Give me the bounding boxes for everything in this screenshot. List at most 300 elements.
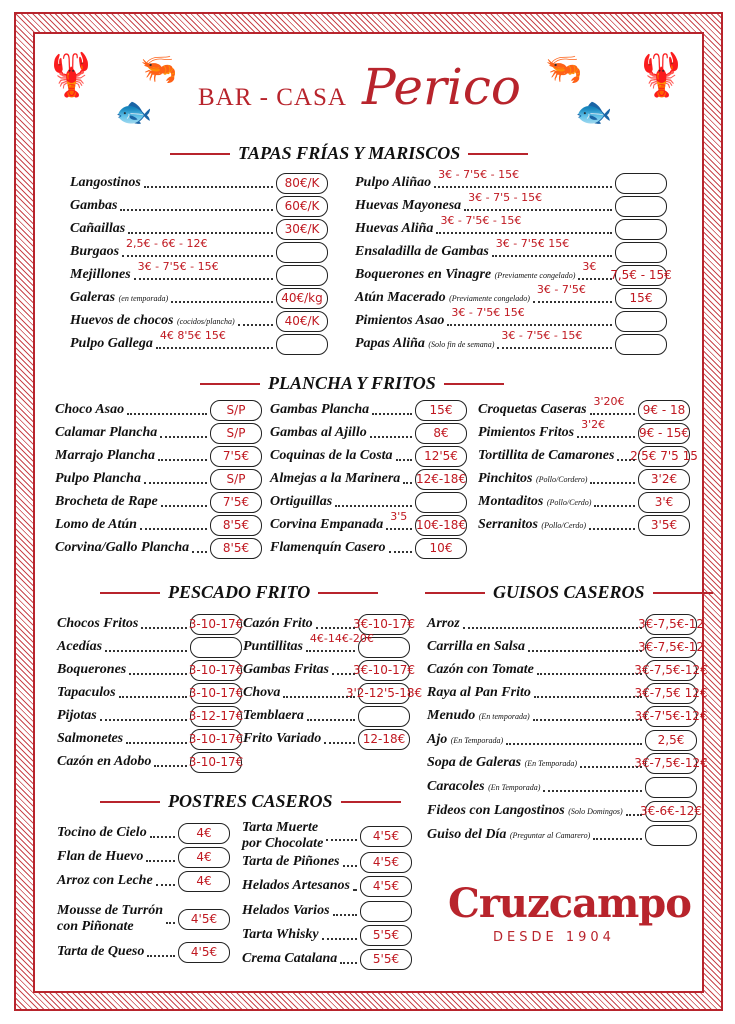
item-name-text: Boquerones en Vinagre	[355, 267, 492, 282]
item-name	[427, 639, 525, 655]
price-oval: 8'5€	[210, 515, 262, 536]
handwritten-price: 3€ - 7'5€ - 15€	[137, 260, 219, 273]
item-name-text: Arroz	[427, 616, 460, 631]
price-oval: 40€/kg	[276, 288, 328, 309]
dot-leader	[434, 168, 612, 188]
menu-item	[242, 925, 412, 945]
item-name	[57, 754, 151, 770]
item-note: (Pollo/Cordero)	[535, 475, 588, 484]
item-name	[70, 336, 153, 352]
menu-item	[70, 196, 328, 216]
item-name-text: Pimientos Fritos	[478, 425, 575, 440]
item-name-text: Mejillones	[70, 267, 131, 282]
item-name-text: Cazón con Tomate	[427, 662, 534, 677]
price-oval: 2,5€	[645, 730, 697, 751]
bar-casa-label: BAR - CASA	[198, 84, 347, 111]
price-oval	[645, 777, 697, 798]
menu-item	[57, 729, 242, 749]
item-name-text: Guiso del Día	[427, 827, 507, 842]
price-oval: 3'2€	[638, 469, 690, 490]
menu-item	[427, 683, 708, 703]
menu-item	[355, 329, 667, 354]
dot-leader	[316, 619, 355, 629]
section-title-text: PESCADO FRITO	[168, 582, 311, 602]
item-name-text: Acedías	[57, 639, 103, 654]
menu-item	[478, 418, 690, 443]
menu-item	[270, 400, 467, 420]
menu-item	[57, 660, 242, 680]
menu-item	[427, 637, 704, 657]
price-oval: 5'5€	[360, 949, 412, 970]
lobster-illustration-left: 🦞	[45, 50, 98, 99]
menu-item	[243, 614, 416, 634]
item-name	[57, 903, 163, 935]
handwritten-price: 4€ 8'5€ 15€	[159, 329, 226, 342]
dot-leader	[100, 711, 187, 721]
item-name-text: Tapaculos	[57, 685, 116, 700]
dot-leader	[617, 451, 635, 461]
dot-leader	[580, 758, 642, 768]
menu-item	[70, 260, 328, 285]
item-name	[70, 198, 117, 214]
item-name	[55, 425, 157, 441]
item-name-text: Fideos con Langostinos	[427, 803, 565, 818]
price-oval	[645, 825, 697, 846]
menu-item	[478, 395, 690, 420]
item-name-text: Tortillita de Camarones	[478, 448, 615, 463]
price-oval: 8'5€	[210, 538, 262, 559]
item-name-text: Langostinos	[70, 175, 141, 190]
menu-item	[55, 446, 262, 466]
handwritten-price: 3€ - 7'5€ - 15€	[438, 168, 520, 181]
price-oval	[190, 637, 242, 658]
menu-item	[478, 446, 698, 466]
price-oval: 4€	[178, 823, 230, 844]
item-name	[427, 708, 530, 724]
price-oval: 4'5€	[360, 876, 412, 897]
section-title-text: PLANCHA Y FRITOS	[268, 373, 436, 393]
dot-leader	[324, 734, 355, 744]
item-name	[57, 616, 138, 632]
dot-leader	[372, 405, 412, 415]
menu-item	[243, 706, 410, 726]
item-name	[270, 494, 332, 510]
item-name-text: Tarta Muerte	[242, 820, 319, 835]
item-name	[270, 425, 367, 441]
item-name-text: Serranitos	[478, 517, 538, 532]
item-name-text: Atún Macerado	[355, 290, 446, 305]
item-name	[355, 244, 489, 260]
handwritten-price: 3'20€	[593, 395, 625, 408]
fish-illustration-left: 🐟	[115, 95, 153, 130]
dot-leader	[543, 782, 642, 792]
item-name	[427, 803, 623, 819]
item-name	[57, 685, 116, 701]
price-oval: 3€-7,5€ 12€	[645, 683, 697, 704]
dot-leader	[533, 283, 612, 303]
menu-item	[270, 492, 467, 512]
dot-leader	[307, 711, 355, 721]
title-rule	[444, 383, 504, 385]
price-oval: 3€-7,5€-12€	[645, 660, 697, 681]
dot-leader	[593, 830, 642, 840]
item-name-text: Temblaera	[243, 708, 304, 723]
menu-item	[478, 515, 690, 535]
menu-item	[242, 949, 412, 969]
price-oval	[276, 334, 328, 355]
price-oval: 5'5€	[360, 925, 412, 946]
dot-leader	[589, 520, 635, 530]
item-name-text: Helados Varios	[242, 903, 330, 918]
menu-item	[70, 237, 328, 262]
dot-leader	[119, 688, 187, 698]
menu-item	[70, 329, 328, 354]
menu-item	[57, 706, 242, 726]
item-name	[478, 425, 574, 441]
dot-leader	[463, 619, 642, 629]
item-name-text: Carrilla en Salsa	[427, 639, 526, 654]
item-name	[355, 267, 575, 283]
item-name	[57, 708, 97, 724]
item-name-text: Puntillitas	[243, 639, 303, 654]
item-name	[70, 313, 235, 329]
item-name-text: Huevas Mayonesa	[355, 198, 462, 213]
menu-item	[427, 660, 708, 680]
item-name-text: Frito Variado	[243, 731, 322, 746]
item-name-text: Pimientos Asao	[355, 313, 445, 328]
item-name-text: Chova	[243, 685, 281, 700]
item-name-text: Galeras	[70, 290, 116, 305]
item-name-text: Mousse de Turrón	[57, 903, 164, 918]
dot-leader	[166, 914, 175, 924]
item-name	[478, 517, 586, 533]
item-name	[242, 951, 337, 967]
item-name	[242, 878, 350, 894]
menu-item	[355, 306, 667, 331]
item-name	[427, 732, 503, 748]
item-name	[70, 244, 119, 260]
item-name	[478, 402, 587, 418]
item-name	[427, 616, 460, 632]
menu-item	[57, 614, 242, 634]
dot-leader	[578, 260, 612, 280]
item-name	[243, 708, 304, 724]
dot-leader	[156, 876, 175, 886]
item-name	[478, 471, 587, 487]
section-title-guisos	[425, 582, 713, 603]
dot-leader	[396, 451, 412, 461]
price-oval: S/P	[210, 469, 262, 490]
menu-item	[427, 753, 708, 773]
restaurant-name: Perico	[362, 58, 521, 116]
handwritten-price: 4€-14€-20€	[309, 632, 374, 645]
dot-leader	[120, 201, 273, 211]
item-name	[242, 854, 340, 870]
menu-item	[242, 876, 412, 896]
title-rule	[468, 153, 528, 155]
menu-item	[57, 823, 230, 843]
menu-item	[243, 729, 410, 749]
price-oval: 3'5€	[638, 515, 690, 536]
dot-leader	[343, 857, 358, 867]
price-oval: 4€	[178, 871, 230, 892]
item-name	[55, 471, 141, 487]
item-name-text: Tarta Whisky	[242, 927, 319, 942]
dot-leader	[403, 474, 412, 484]
price-oval: 3-12-17€	[190, 706, 242, 727]
menu-item	[270, 446, 467, 466]
handwritten-price: 3€	[582, 260, 597, 273]
dot-leader	[161, 497, 207, 507]
price-oval: 4'5€	[178, 909, 230, 930]
dot-leader	[156, 329, 273, 349]
item-name-text: Cañaillas	[70, 221, 126, 236]
menu-item	[57, 752, 242, 772]
dot-leader	[147, 947, 175, 957]
title-rule	[341, 801, 401, 803]
menu-item	[57, 683, 242, 703]
item-name-text: Crema Catalana	[242, 951, 338, 966]
dot-leader	[577, 418, 635, 438]
title-rule	[100, 592, 160, 594]
menu-item	[427, 706, 708, 726]
lobster-illustration-right: 🦞	[635, 50, 688, 99]
item-name	[270, 471, 400, 487]
item-name	[57, 731, 123, 747]
brand-tagline: DESDE 1904	[493, 930, 615, 945]
price-oval: 3€-6€-12€	[645, 801, 697, 822]
menu-item	[55, 515, 262, 535]
item-name	[355, 336, 494, 352]
item-name	[355, 221, 433, 237]
price-oval: 4'5€	[178, 942, 230, 963]
price-oval	[358, 706, 410, 727]
menu-item	[355, 191, 667, 216]
dot-leader	[497, 329, 612, 349]
section-title-text: GUISOS CASEROS	[493, 582, 645, 602]
price-oval: S/P	[210, 400, 262, 421]
item-name-text: Flan de Huevo	[57, 849, 144, 864]
item-name-text: Gambas	[70, 198, 118, 213]
item-note: (Pollo/Cerdo)	[541, 521, 587, 530]
item-name	[478, 448, 614, 464]
menu-item	[355, 168, 667, 193]
menu-item	[427, 777, 697, 797]
menu-item	[55, 538, 262, 558]
price-oval: 40€/K	[276, 311, 328, 332]
item-name	[70, 290, 168, 306]
price-oval	[360, 901, 412, 922]
price-oval: 4€	[178, 847, 230, 868]
price-oval: 12'5€	[415, 446, 467, 467]
item-name-text: Ortiguillas	[270, 494, 333, 509]
item-note: (cocidos/plancha)	[176, 317, 235, 326]
handwritten-price: 3€ - 7'5€	[536, 283, 586, 296]
price-oval	[615, 219, 667, 240]
item-name-text: Pinchitos	[478, 471, 533, 486]
item-note: (Previamente congelado)	[449, 294, 530, 303]
price-oval: 4'5€	[360, 826, 412, 847]
item-name	[242, 820, 323, 852]
brand-logo: Cruzcampo	[448, 880, 691, 927]
item-name-text: Pulpo Plancha	[55, 471, 141, 486]
item-name	[355, 198, 461, 214]
price-oval: 15€	[615, 288, 667, 309]
item-name-text: Choco Asao	[55, 402, 125, 417]
menu-item	[270, 423, 467, 443]
menu-item	[270, 538, 467, 558]
item-name-text: Huevos de chocos	[70, 313, 174, 328]
item-name-text: Croquetas Caseras	[478, 402, 587, 417]
item-name-text: Brocheta de Rape	[55, 494, 158, 509]
item-name	[270, 540, 386, 556]
handwritten-price: 3'2€	[581, 418, 606, 431]
dot-leader	[127, 405, 207, 415]
price-oval: 7'5€	[210, 492, 262, 513]
item-name-text: Coquinas de la Costa	[270, 448, 393, 463]
menu-item	[57, 871, 230, 891]
title-rule	[318, 592, 378, 594]
dot-leader	[144, 474, 207, 484]
handwritten-price: 3€ - 7'5€ 15€	[451, 306, 525, 319]
dot-leader	[146, 852, 175, 862]
menu-item	[57, 847, 230, 867]
item-name-text: Arroz con Leche	[57, 873, 153, 888]
price-oval	[276, 242, 328, 263]
item-name	[57, 639, 102, 655]
dot-leader	[528, 642, 642, 652]
item-name-text: Ajo	[427, 732, 448, 747]
item-name-text: Pulpo Gallega	[70, 336, 153, 351]
price-oval: 12-18€	[358, 729, 410, 750]
shrimp-illustration-right: 🦐	[545, 52, 583, 87]
menu-item	[478, 492, 690, 512]
dot-leader	[447, 306, 612, 326]
item-note: (Previamente congelado)	[494, 271, 576, 280]
dot-leader	[154, 757, 187, 767]
price-oval: 2'5€ 7'5 15	[638, 446, 690, 467]
price-oval	[615, 311, 667, 332]
price-oval: 9€ - 18	[638, 400, 690, 421]
item-name	[70, 221, 125, 237]
item-note: (en temporada)	[118, 294, 169, 303]
section-title-text: TAPAS FRÍAS Y MARISCOS	[238, 143, 461, 163]
item-name	[57, 873, 153, 889]
dot-leader	[335, 497, 412, 507]
item-name	[70, 175, 141, 191]
menu-item	[478, 469, 690, 489]
menu-item	[355, 283, 667, 308]
dot-leader	[192, 543, 207, 553]
price-oval: 3'€	[638, 492, 690, 513]
dot-leader	[134, 260, 273, 280]
price-oval: 3€-7'5€-12€	[645, 706, 697, 727]
item-name-text: Huevas Aliña	[355, 221, 434, 236]
item-name	[270, 448, 393, 464]
price-oval: 80€/K	[276, 173, 328, 194]
handwritten-price: 2,5€ - 6€ - 12€	[126, 237, 208, 250]
item-name	[427, 685, 531, 701]
item-name-text: Tarta de Queso	[57, 944, 145, 959]
item-name-text: Tarta de Piñones	[242, 854, 340, 869]
price-oval	[615, 173, 667, 194]
price-oval	[615, 334, 667, 355]
dot-leader	[144, 178, 273, 188]
dot-leader	[590, 395, 635, 415]
menu-item	[55, 400, 262, 420]
menu-item	[242, 901, 412, 921]
section-title-text: POSTRES CASEROS	[168, 791, 333, 811]
menu-item	[243, 632, 410, 657]
item-name-text: Menudo	[427, 708, 476, 723]
dot-leader	[126, 734, 187, 744]
title-rule	[653, 592, 713, 594]
title-rule	[425, 592, 485, 594]
price-oval: 3€-7,5€-12€	[645, 753, 697, 774]
item-name	[57, 825, 147, 841]
item-name	[243, 685, 280, 701]
item-name	[243, 662, 329, 678]
menu-item	[242, 852, 412, 872]
dot-leader	[333, 906, 357, 916]
price-oval: 7'5€	[210, 446, 262, 467]
menu-item	[70, 173, 328, 193]
price-oval: 60€/K	[276, 196, 328, 217]
dot-leader	[160, 428, 207, 438]
menu-item	[427, 801, 703, 821]
fish-illustration-right: 🐟	[575, 95, 613, 130]
dot-leader	[140, 520, 207, 530]
item-name	[270, 517, 383, 533]
dot-leader	[340, 954, 357, 964]
item-name-text: Cazón Frito	[243, 616, 313, 631]
price-oval	[415, 492, 467, 513]
item-name-text: Gambas Plancha	[270, 402, 370, 417]
item-name-text: Burgaos	[70, 244, 120, 259]
price-oval: 3-10-17€	[190, 614, 242, 635]
item-name	[355, 290, 530, 306]
menu-item	[70, 311, 328, 331]
price-oval: 3€-7,5€-12	[645, 614, 697, 635]
item-name-text: Pijotas	[57, 708, 97, 723]
dot-leader	[122, 237, 273, 257]
item-name-text: Caracoles	[427, 779, 485, 794]
item-name-text: Salmonetes	[57, 731, 124, 746]
price-oval	[615, 196, 667, 217]
price-oval: 3€-10-17€	[358, 614, 410, 635]
menu-item	[57, 903, 230, 935]
handwritten-price: 3€ - 7'5 - 15€	[468, 191, 543, 204]
item-note: (Solo fin de semana)	[428, 340, 495, 349]
item-note: (Pollo/Cerdo)	[546, 498, 592, 507]
dot-leader	[506, 735, 642, 745]
dot-leader	[436, 214, 612, 234]
item-name-text: Corvina Empanada	[270, 517, 384, 532]
menu-item	[427, 614, 704, 634]
dot-leader	[353, 881, 357, 891]
price-oval: 9€ - 15€	[638, 423, 690, 444]
item-name-text: Montaditos	[478, 494, 544, 509]
item-name	[242, 927, 319, 943]
shrimp-illustration-left: 🦐	[140, 52, 178, 87]
dot-leader	[464, 191, 612, 211]
menu-item	[427, 730, 697, 750]
item-name-text: Raya al Pan Frito	[427, 685, 531, 700]
item-name	[70, 267, 131, 283]
item-name	[427, 779, 540, 795]
dot-leader	[322, 930, 357, 940]
item-name	[57, 944, 144, 960]
